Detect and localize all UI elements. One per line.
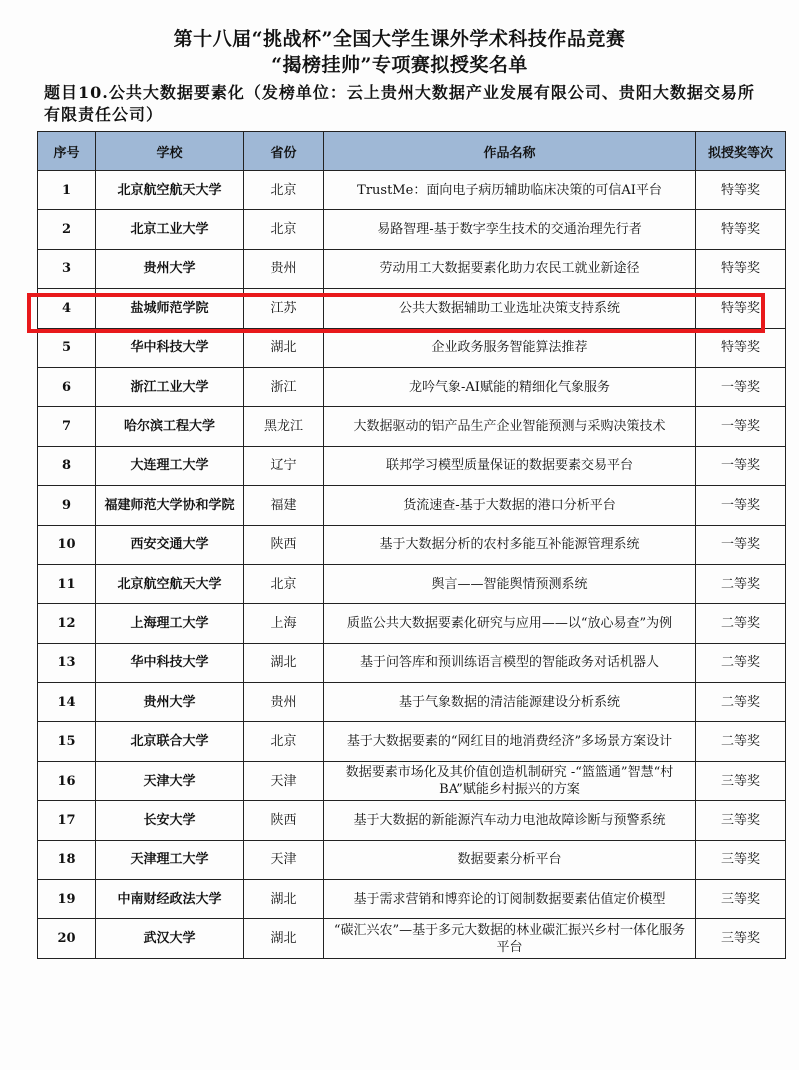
document-title-line2: “揭榜挂帅”专项赛拟授奖名单: [271, 54, 528, 76]
column-header-award: 拟授奖等次: [696, 132, 786, 171]
cell-work: “碳汇兴农”—基于多元大数据的林业碳汇振兴乡村一体化服务平台: [324, 919, 696, 958]
cell-province: 北京: [244, 210, 324, 249]
cell-award: 三等奖: [696, 801, 786, 840]
cell-award: 二等奖: [696, 643, 786, 682]
cell-work: 易路智理-基于数字孪生技术的交通治理先行者: [324, 210, 696, 249]
cell-number: 14: [38, 683, 96, 722]
cell-province: 湖北: [244, 919, 324, 958]
table-row: [38, 919, 786, 958]
cell-number: 18: [38, 840, 96, 879]
cell-award: 二等奖: [696, 722, 786, 761]
cell-school: 贵州大学: [96, 683, 244, 722]
document-title-line1: 第十八届“挑战杯”全国大学生课外学术科技作品竞赛: [173, 28, 626, 50]
cell-number: 15: [38, 722, 96, 761]
cell-award: 一等奖: [696, 367, 786, 406]
cell-number: 3: [38, 249, 96, 288]
table-row: [38, 407, 786, 446]
cell-work: 基于大数据要素的“网红目的地消费经济”多场景方案设计: [324, 722, 696, 761]
column-header-work: 作品名称: [324, 132, 696, 171]
cell-school: 华中科技大学: [96, 328, 244, 367]
cell-number: 19: [38, 880, 96, 919]
cell-school: 上海理工大学: [96, 604, 244, 643]
cell-work: TrustMe：面向电子病历辅助临床决策的可信AI平台: [324, 171, 696, 210]
cell-province: 上海: [244, 604, 324, 643]
topic-heading: 题目10.公共大数据要素化（发榜单位：云上贵州大数据产业发展有限公司、贵阳大数据交易所有限责任公司）: [44, 83, 755, 124]
table-row: [38, 328, 786, 367]
cell-province: 陕西: [244, 801, 324, 840]
cell-province: 福建: [244, 486, 324, 525]
cell-number: 7: [38, 407, 96, 446]
cell-number: 11: [38, 564, 96, 603]
table-row: [38, 880, 786, 919]
cell-award: 三等奖: [696, 761, 786, 800]
cell-school: 浙江工业大学: [96, 367, 244, 406]
cell-province: 北京: [244, 564, 324, 603]
cell-province: 浙江: [244, 367, 324, 406]
cell-number: 12: [38, 604, 96, 643]
cell-work: 公共大数据辅助工业选址决策支持系统: [324, 289, 696, 328]
cell-school: 武汉大学: [96, 919, 244, 958]
cell-province: 北京: [244, 722, 324, 761]
cell-province: 湖北: [244, 643, 324, 682]
table-row: [38, 446, 786, 485]
cell-award: 三等奖: [696, 840, 786, 879]
cell-work: 龙吟气象-AI赋能的精细化气象服务: [324, 367, 696, 406]
cell-work: 基于大数据的新能源汽车动力电池故障诊断与预警系统: [324, 801, 696, 840]
cell-province: 北京: [244, 171, 324, 210]
cell-province: 贵州: [244, 249, 324, 288]
table-header-row: [38, 132, 786, 171]
table-row: [38, 486, 786, 525]
cell-number: 4: [38, 289, 96, 328]
cell-school: 哈尔滨工程大学: [96, 407, 244, 446]
table-row: [38, 801, 786, 840]
table-row: [38, 840, 786, 879]
table-row: [38, 564, 786, 603]
cell-province: 黑龙江: [244, 407, 324, 446]
table-row: [38, 171, 786, 210]
cell-school: 北京航空航天大学: [96, 171, 244, 210]
cell-award: 一等奖: [696, 525, 786, 564]
table-row: [38, 525, 786, 564]
cell-number: 9: [38, 486, 96, 525]
cell-school: 北京航空航天大学: [96, 564, 244, 603]
cell-province: 湖北: [244, 880, 324, 919]
cell-number: 6: [38, 367, 96, 406]
cell-province: 天津: [244, 761, 324, 800]
table-row: [38, 249, 786, 288]
cell-school: 华中科技大学: [96, 643, 244, 682]
cell-school: 天津理工大学: [96, 840, 244, 879]
cell-school: 盐城师范学院: [96, 289, 244, 328]
cell-number: 1: [38, 171, 96, 210]
cell-award: 三等奖: [696, 880, 786, 919]
cell-award: 一等奖: [696, 407, 786, 446]
table-row: [38, 761, 786, 800]
column-header-number: 序号: [38, 132, 96, 171]
cell-province: 辽宁: [244, 446, 324, 485]
cell-number: 10: [38, 525, 96, 564]
cell-school: 天津大学: [96, 761, 244, 800]
cell-award: 特等奖: [696, 328, 786, 367]
cell-work: 基于气象数据的清洁能源建设分析系统: [324, 683, 696, 722]
table-row: [38, 604, 786, 643]
cell-award: 二等奖: [696, 683, 786, 722]
cell-work: 货流速查-基于大数据的港口分析平台: [324, 486, 696, 525]
cell-award: 特等奖: [696, 249, 786, 288]
cell-school: 贵州大学: [96, 249, 244, 288]
table-row: [38, 643, 786, 682]
column-header-province: 省份: [244, 132, 324, 171]
cell-award: 特等奖: [696, 171, 786, 210]
cell-award: 特等奖: [696, 289, 786, 328]
cell-work: 基于大数据分析的农村多能互补能源管理系统: [324, 525, 696, 564]
table-row: [38, 722, 786, 761]
cell-work: 企业政务服务智能算法推荐: [324, 328, 696, 367]
cell-province: 陕西: [244, 525, 324, 564]
cell-number: 16: [38, 761, 96, 800]
cell-work: 数据要素分析平台: [324, 840, 696, 879]
table-row: [38, 289, 786, 328]
cell-school: 大连理工大学: [96, 446, 244, 485]
cell-school: 北京工业大学: [96, 210, 244, 249]
cell-province: 江苏: [244, 289, 324, 328]
table-row: [38, 210, 786, 249]
cell-work: 基于需求营销和博弈论的订阅制数据要素估值定价模型: [324, 880, 696, 919]
cell-work: 舆言——智能舆情预测系统: [324, 564, 696, 603]
cell-award: 二等奖: [696, 564, 786, 603]
cell-award: 特等奖: [696, 210, 786, 249]
cell-province: 天津: [244, 840, 324, 879]
cell-work: 基于问答库和预训练语言模型的智能政务对话机器人: [324, 643, 696, 682]
cell-school: 福建师范大学协和学院: [96, 486, 244, 525]
cell-work: 联邦学习模型质量保证的数据要素交易平台: [324, 446, 696, 485]
cell-award: 三等奖: [696, 919, 786, 958]
cell-work: 大数据驱动的铝产品生产企业智能预测与采购决策技术: [324, 407, 696, 446]
cell-school: 中南财经政法大学: [96, 880, 244, 919]
cell-province: 湖北: [244, 328, 324, 367]
cell-number: 13: [38, 643, 96, 682]
cell-school: 长安大学: [96, 801, 244, 840]
cell-number: 2: [38, 210, 96, 249]
cell-work: 质监公共大数据要素化研究与应用——以“放心易查”为例: [324, 604, 696, 643]
table-row: [38, 683, 786, 722]
cell-number: 8: [38, 446, 96, 485]
cell-work: 劳动用工大数据要素化助力农民工就业新途径: [324, 249, 696, 288]
cell-award: 一等奖: [696, 486, 786, 525]
cell-number: 5: [38, 328, 96, 367]
cell-school: 北京联合大学: [96, 722, 244, 761]
cell-number: 17: [38, 801, 96, 840]
cell-award: 二等奖: [696, 604, 786, 643]
table-row: [38, 367, 786, 406]
cell-award: 一等奖: [696, 446, 786, 485]
award-table: [37, 131, 786, 959]
column-header-school: 学校: [96, 132, 244, 171]
cell-school: 西安交通大学: [96, 525, 244, 564]
cell-work: 数据要素市场化及其价值创造机制研究 -“篮篮通”智慧“村BA”赋能乡村振兴的方案: [324, 761, 696, 800]
cell-province: 贵州: [244, 683, 324, 722]
cell-number: 20: [38, 919, 96, 958]
